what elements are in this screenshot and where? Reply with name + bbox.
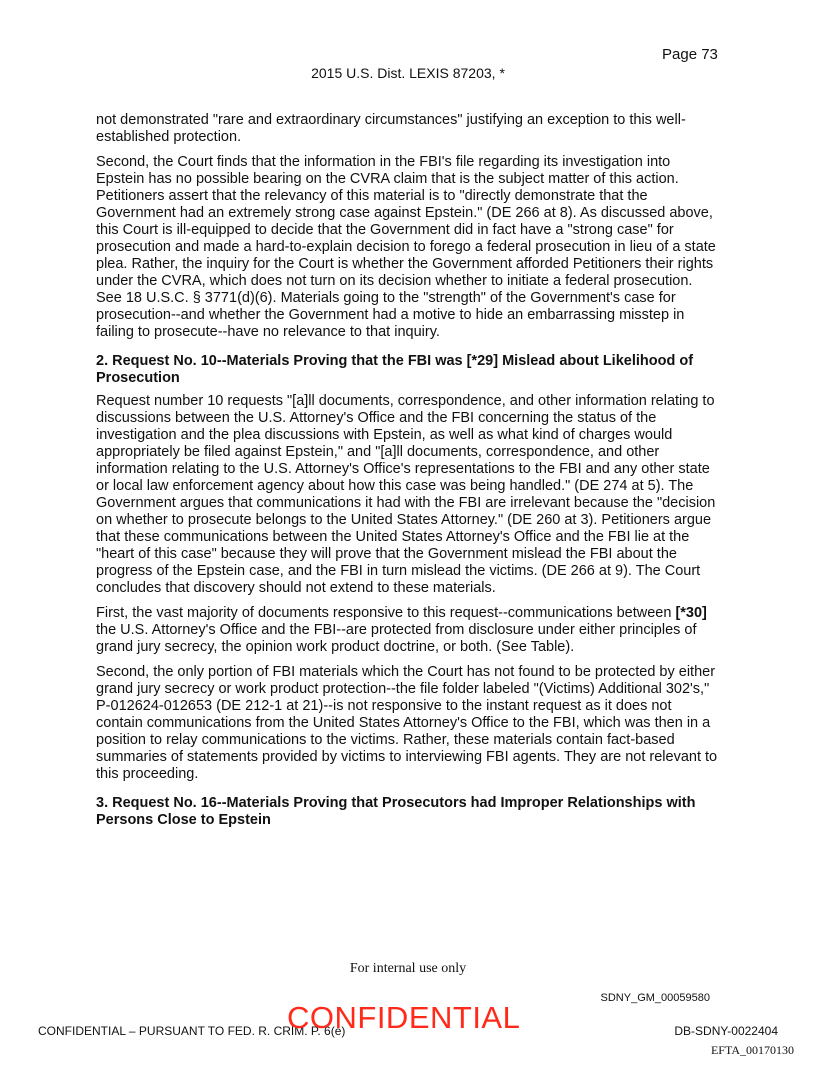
section-heading: 3. Request No. 16--Materials Proving that Prosecutors had Improper Relationships with Persons Close to Epstein [96, 795, 696, 828]
paragraph: not demonstrated "rare and extraordinary circumstances" justifying an exception to this well-established protection. [96, 112, 686, 145]
running-head: 2015 U.S. Dist. LEXIS 87203, * [311, 65, 505, 81]
heading-text: Mislead about Likelihood of Prosecution [96, 353, 694, 386]
confidentiality-notice: CONFIDENTIAL – PURSUANT TO FED. R. CRIM. P. 6(e) [38, 1024, 346, 1038]
star-page-marker: [*29] [466, 353, 499, 369]
db-bates-number: DB-SDNY-0022404 [674, 1024, 778, 1038]
star-page-marker: [*30] [675, 605, 707, 621]
heading-text: 2. Request No. 10--Materials Proving that the FBI was [96, 353, 467, 369]
page-number: Page 73 [662, 46, 718, 63]
paragraph: Second, the Court finds that the information in the FBI's file regarding its investigation into Epstein has no possible bearing on the CVRA claim that is the subject matter of this action. Petitioners assert that the relevancy of this material is to "directly demonstrate that the Government had an extremely strong case against Epstein." (DE 266 at 8). As discussed above, this Court is ill-equipped to decide that the Government did in fact have a "strong case" for prosecution and made a hard-to-explain decision to forego a federal prosecution in lieu of a state plea. Rather, the inquiry for the Court is whether the Government afforded Petitioners their rights under the CVRA, which does not turn on its decision whether to initiate a federal prosecution. See 18 U.S.C. § 3771(d)(6). Materials going to the "strength" of the Government's case for prosecution--and whether the Government had a motive to hide an embarrassing misstep in failing to prosecute--have no relevance to that inquiry. [96, 154, 716, 340]
opinion-body [96, 112, 722, 835]
paragraph: Second, the only portion of FBI materials which the Court has not found to be protected by either grand jury secrecy or work product protection--the file folder labeled "(Victims) Additional 302's," P-012624-012653 (DE 212-1 at 21)--is not responsive to the instant request as it does not contain communications from the United States Attorney's Office to the FBI, which was then in a position to relay communications to the victims. Rather, these materials contain fact-based summaries of statements provided by victims to interviewing FBI agents. They are not relevant to this proceeding. [96, 664, 718, 782]
paragraph-text: First, the vast majority of documents responsive to this request--communications between [96, 605, 676, 621]
paragraph [96, 605, 722, 656]
internal-use-note: For internal use only [349, 961, 467, 976]
section-heading [96, 353, 722, 387]
paragraph: Request number 10 requests "[a]ll documents, correspondence, and other information relating to discussions between the U.S. Attorney's Office and the FBI concerning the status of the investigation and the plea discussions with Epstein, as well as what kind of charges would appropriately be filed against Epstein," and "[a]ll documents, correspondence, and other information relating to the U.S. Attorney's Office's representations to the FBI and any other state or local law enforcement agency about how this case was being handled." (DE 274 at 5). The Government argues that communications it had with the FBI are irrelevant because the "decision on whether to prosecute belongs to the United States Attorney." (DE 260 at 3). Petitioners argue that these communications between the United States Attorney's Office and the FBI lie at the "heart of this case" because they will prove that the Government mislead the FBI about the progress of the Epstein case, and the FBI in turn mislead the victims. (DE 266 at 9). The Court concludes that discovery should not extend to these materials. [96, 393, 716, 596]
sdny-bates-number: SDNY_GM_00059580 [600, 992, 710, 1004]
efta-number: EFTA_00170130 [710, 1043, 794, 1057]
confidential-stamp: CONFIDENTIAL [287, 1000, 521, 1035]
paragraph-text: the U.S. Attorney's Office and the FBI--are protected from disclosure under either principles of grand jury secrecy, the opinion work product doctrine, or both. (See Table). [96, 622, 697, 655]
